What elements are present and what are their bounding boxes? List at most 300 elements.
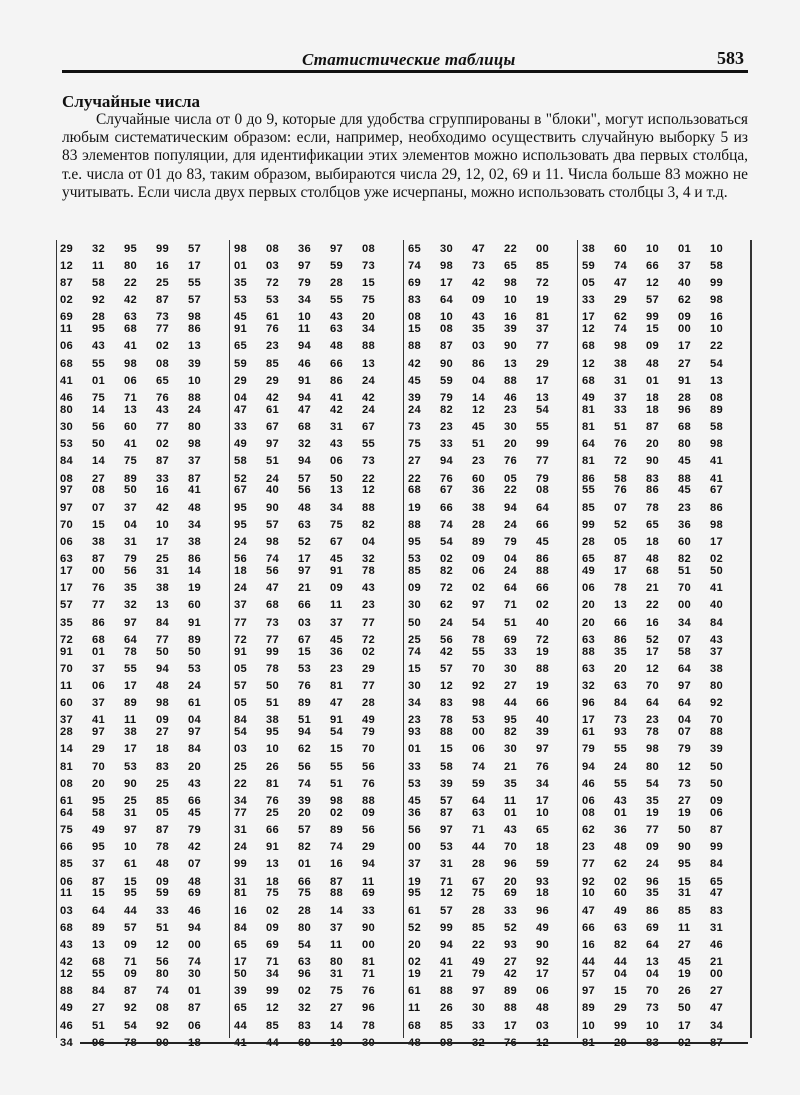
number-cell: 02 — [440, 553, 454, 566]
number-cell: 14 — [330, 904, 344, 917]
number-cell: 90 — [266, 501, 280, 514]
number-cell: 75 — [60, 823, 74, 836]
number-cell: 72 — [234, 633, 248, 646]
number-cell: 76 — [266, 323, 280, 336]
number-cell: 50 — [124, 484, 138, 497]
number-cell: 47 — [582, 904, 596, 917]
number-cell: 55 — [362, 438, 376, 451]
number-cell: 36 — [614, 823, 628, 836]
number-cell: 06 — [124, 374, 138, 387]
number-cell: 23 — [362, 599, 376, 612]
number-row — [582, 274, 742, 291]
number-cell: 51 — [156, 921, 170, 934]
number-cell: 00 — [188, 938, 202, 951]
number-cell: 17 — [188, 259, 202, 272]
number-cell: 08 — [266, 242, 280, 255]
number-cell: 67 — [440, 484, 454, 497]
number-cell: 59 — [330, 259, 344, 272]
number-cell: 09 — [646, 841, 660, 854]
number-cell: 77 — [234, 616, 248, 629]
number-row — [582, 240, 742, 257]
number-cell: 41 — [234, 1036, 248, 1049]
number-cell: 81 — [330, 679, 344, 692]
number-cell: 59 — [234, 357, 248, 370]
number-row — [234, 839, 394, 856]
number-row — [234, 321, 394, 338]
number-cell: 98 — [472, 697, 486, 710]
number-cell: 57 — [234, 679, 248, 692]
number-cell: 29 — [362, 662, 376, 675]
number-cell: 49 — [234, 438, 248, 451]
number-row — [582, 533, 742, 550]
number-cell: 76 — [156, 391, 170, 404]
number-cell: 79 — [124, 553, 138, 566]
number-cell: 72 — [536, 633, 550, 646]
number-block — [408, 562, 568, 650]
number-cell: 90 — [504, 340, 518, 353]
number-cell: 58 — [234, 455, 248, 468]
number-cell: 97 — [678, 679, 692, 692]
number-cell: 46 — [710, 938, 724, 951]
number-cell: 98 — [266, 535, 280, 548]
number-cell: 25 — [156, 276, 170, 289]
number-cell: 71 — [362, 967, 376, 980]
number-cell: 04 — [646, 967, 660, 980]
number-cell: 56 — [92, 420, 106, 433]
number-cell: 63 — [472, 806, 486, 819]
number-cell: 03 — [60, 904, 74, 917]
number-cell: 03 — [266, 259, 280, 272]
number-cell: 56 — [362, 760, 376, 773]
number-cell: 09 — [156, 714, 170, 727]
number-cell: 43 — [330, 438, 344, 451]
number-cell: 19 — [408, 501, 422, 514]
number-row — [582, 418, 742, 435]
number-cell: 69 — [266, 938, 280, 951]
number-cell: 51 — [330, 777, 344, 790]
number-cell: 11 — [60, 679, 73, 692]
number-cell: 73 — [266, 616, 280, 629]
number-cell: 48 — [646, 553, 660, 566]
number-cell: 10 — [124, 841, 138, 854]
number-cell: 19 — [188, 582, 202, 595]
number-cell: 01 — [678, 242, 692, 255]
number-cell: 10 — [582, 887, 596, 900]
number-row — [234, 936, 394, 953]
number-cell: 97 — [60, 501, 74, 514]
number-cell: 24 — [188, 403, 202, 416]
number-cell: 05 — [234, 662, 248, 675]
number-cell: 66 — [440, 501, 454, 514]
number-cell: 17 — [646, 645, 660, 658]
number-cell: 49 — [362, 714, 376, 727]
number-row — [408, 741, 568, 758]
number-cell: 57 — [188, 294, 202, 307]
number-cell: 12 — [646, 662, 660, 675]
number-cell: 06 — [188, 1019, 202, 1032]
number-cell: 80 — [710, 679, 724, 692]
number-cell: 05 — [504, 472, 518, 485]
number-cell: 78 — [440, 714, 454, 727]
number-cell: 37 — [60, 714, 74, 727]
number-cell: 37 — [408, 858, 422, 871]
number-row — [582, 885, 742, 902]
number-cell: 17 — [234, 956, 248, 969]
number-cell: 80 — [156, 967, 170, 980]
number-cell: 46 — [298, 357, 312, 370]
number-cell: 97 — [330, 242, 344, 255]
number-cell: 94 — [298, 455, 312, 468]
number-cell: 89 — [188, 633, 202, 646]
number-cell: 12 — [156, 938, 170, 951]
number-cell: 98 — [156, 697, 170, 710]
number-cell: 55 — [92, 357, 106, 370]
number-row — [234, 372, 394, 389]
number-cell: 68 — [92, 633, 106, 646]
number-cell: 84 — [60, 455, 74, 468]
number-cell: 37 — [92, 697, 106, 710]
number-row — [60, 516, 220, 533]
number-cell: 76 — [298, 679, 312, 692]
number-row — [408, 965, 568, 982]
number-row — [60, 418, 220, 435]
number-cell: 12 — [266, 1002, 280, 1015]
number-row — [60, 643, 220, 660]
number-cell: 03 — [536, 1019, 550, 1032]
number-cell: 60 — [472, 472, 486, 485]
number-cell: 97 — [536, 743, 550, 756]
number-cell: 23 — [408, 714, 422, 727]
number-cell: 56 — [124, 564, 138, 577]
number-cell: 42 — [330, 403, 344, 416]
number-cell: 46 — [188, 904, 202, 917]
number-row — [60, 856, 220, 873]
number-cell: 01 — [298, 858, 312, 871]
number-cell: 91 — [60, 645, 74, 658]
number-cell: 50 — [330, 472, 344, 485]
number-cell: 20 — [646, 438, 660, 451]
number-cell: 95 — [92, 323, 106, 336]
number-cell: 34 — [408, 697, 422, 710]
number-cell: 61 — [408, 904, 422, 917]
number-block — [582, 401, 742, 489]
number-row — [582, 821, 742, 838]
number-cell: 46 — [60, 1019, 74, 1032]
number-cell: 17 — [536, 794, 550, 807]
number-cell: 50 — [710, 564, 724, 577]
number-cell: 22 — [234, 777, 248, 790]
number-cell: 65 — [156, 374, 170, 387]
number-cell: 54 — [472, 616, 486, 629]
number-cell: 10 — [710, 323, 724, 336]
number-cell: 94 — [188, 921, 202, 934]
number-cell: 82 — [362, 518, 376, 531]
number-cell: 39 — [536, 726, 550, 739]
number-cell: 77 — [156, 633, 170, 646]
number-row — [582, 804, 742, 821]
number-cell: 76 — [440, 472, 454, 485]
number-cell: 01 — [92, 374, 106, 387]
number-row — [234, 499, 394, 516]
number-cell: 55 — [124, 662, 138, 675]
number-cell: 95 — [234, 501, 248, 514]
number-cell: 99 — [234, 858, 248, 871]
number-cell: 27 — [408, 455, 422, 468]
footer-rule — [80, 1042, 748, 1044]
number-cell: 90 — [124, 777, 138, 790]
number-cell: 72 — [440, 582, 454, 595]
number-row — [408, 983, 568, 1000]
number-cell: 77 — [536, 340, 550, 353]
number-cell: 33 — [156, 472, 170, 485]
number-cell: 36 — [678, 518, 692, 531]
number-cell: 55 — [536, 420, 550, 433]
number-block — [234, 321, 394, 409]
number-cell: 77 — [362, 679, 376, 692]
number-cell: 11 — [60, 323, 73, 336]
number-cell: 63 — [330, 323, 344, 336]
number-cell: 80 — [60, 403, 74, 416]
number-cell: 87 — [60, 276, 74, 289]
intro-paragraph: Случайные числа от 0 до 9, которые для удобства сгруппированы в "блоки", могут использоваться любым систематическим образом: если, например, необходимо осуществить случайную выборку 5 из 83 элементов популяции, для идентификации этих элементов можно использовать два первых столбца, т.е. числа от 01 до 83, таким образом, выбираются числа 29, 12, 02, 69 и 11. Числа больше 83 можно не учитывать. Если числа двух первых столбцов уже исчерпаны, можно использовать столбцы 3, 4 и т.д. — [62, 111, 748, 201]
number-cell: 34 — [298, 294, 312, 307]
number-block — [582, 724, 742, 812]
number-cell: 70 — [710, 714, 724, 727]
number-cell: 13 — [124, 403, 138, 416]
number-cell: 49 — [92, 823, 106, 836]
number-block — [234, 482, 394, 570]
number-cell: 58 — [440, 760, 454, 773]
number-row — [408, 695, 568, 712]
number-cell: 80 — [678, 438, 692, 451]
number-cell: 89 — [92, 921, 106, 934]
number-cell: 92 — [710, 697, 724, 710]
number-cell: 79 — [440, 391, 454, 404]
number-row — [582, 902, 742, 919]
number-cell: 73 — [646, 1002, 660, 1015]
number-cell: 21 — [710, 956, 724, 969]
number-cell: 96 — [92, 1036, 106, 1049]
number-cell: 53 — [408, 777, 422, 790]
number-cell: 88 — [362, 340, 376, 353]
number-cell: 59 — [156, 887, 170, 900]
number-cell: 62 — [678, 294, 692, 307]
number-cell: 55 — [92, 967, 106, 980]
number-cell: 99 — [440, 921, 454, 934]
number-cell: 58 — [678, 645, 692, 658]
number-cell: 09 — [646, 340, 660, 353]
number-cell: 37 — [678, 259, 692, 272]
number-cell: 75 — [124, 455, 138, 468]
number-cell: 85 — [536, 259, 550, 272]
number-cell: 18 — [646, 391, 660, 404]
number-row — [60, 321, 220, 338]
number-cell: 10 — [440, 311, 454, 324]
number-cell: 54 — [234, 726, 248, 739]
number-row — [408, 240, 568, 257]
number-cell: 43 — [710, 633, 724, 646]
number-cell: 98 — [124, 357, 138, 370]
number-cell: 64 — [582, 438, 596, 451]
number-cell: 44 — [266, 1036, 280, 1049]
number-row — [582, 677, 742, 694]
number-cell: 03 — [234, 743, 248, 756]
number-cell: 20 — [408, 938, 422, 951]
number-row — [60, 292, 220, 309]
number-block — [408, 240, 568, 328]
number-cell: 48 — [330, 340, 344, 353]
number-block — [408, 482, 568, 570]
number-cell: 58 — [92, 806, 106, 819]
number-cell: 68 — [60, 357, 74, 370]
number-cell: 25 — [234, 760, 248, 773]
number-cell: 94 — [582, 760, 596, 773]
number-cell: 56 — [234, 553, 248, 566]
number-cell: 81 — [582, 403, 596, 416]
number-cell: 40 — [536, 616, 550, 629]
number-cell: 87 — [124, 985, 138, 998]
number-cell: 87 — [710, 1036, 724, 1049]
number-row — [60, 902, 220, 919]
number-cell: 38 — [582, 242, 596, 255]
number-cell: 17 — [678, 1019, 692, 1032]
number-cell: 22 — [504, 242, 518, 255]
number-cell: 48 — [188, 875, 202, 888]
number-cell: 78 — [362, 564, 376, 577]
number-cell: 82 — [678, 553, 692, 566]
number-cell: 33 — [504, 904, 518, 917]
number-row — [60, 983, 220, 1000]
number-cell: 12 — [60, 967, 74, 980]
number-cell: 44 — [472, 841, 486, 854]
number-block — [234, 643, 394, 731]
number-cell: 07 — [614, 501, 628, 514]
number-block — [582, 804, 742, 892]
number-cell: 80 — [188, 420, 202, 433]
number-cell: 88 — [330, 887, 344, 900]
number-cell: 68 — [408, 484, 422, 497]
number-row — [582, 695, 742, 712]
number-cell: 65 — [710, 875, 724, 888]
number-cell: 37 — [614, 391, 628, 404]
number-cell: 34 — [188, 518, 202, 531]
number-cell: 34 — [536, 777, 550, 790]
number-cell: 87 — [188, 472, 202, 485]
number-cell: 31 — [234, 875, 248, 888]
number-cell: 02 — [710, 553, 724, 566]
number-row — [582, 758, 742, 775]
number-cell: 39 — [188, 357, 202, 370]
number-cell: 15 — [362, 276, 376, 289]
number-row — [60, 724, 220, 741]
number-cell: 95 — [92, 841, 106, 854]
number-cell: 11 — [124, 714, 137, 727]
number-cell: 78 — [156, 841, 170, 854]
number-cell: 13 — [266, 858, 280, 871]
number-block — [60, 240, 220, 328]
number-row — [408, 1000, 568, 1017]
number-cell: 67 — [266, 420, 280, 433]
number-cell: 29 — [92, 743, 106, 756]
number-row — [408, 372, 568, 389]
number-cell: 56 — [298, 484, 312, 497]
number-cell: 96 — [678, 403, 692, 416]
number-cell: 89 — [124, 472, 138, 485]
number-row — [234, 580, 394, 597]
number-cell: 80 — [646, 760, 660, 773]
number-cell: 15 — [124, 875, 138, 888]
number-cell: 88 — [188, 391, 202, 404]
number-cell: 78 — [266, 662, 280, 675]
number-cell: 32 — [298, 438, 312, 451]
number-cell: 10 — [188, 374, 202, 387]
number-cell: 08 — [362, 242, 376, 255]
number-cell: 34 — [234, 794, 248, 807]
number-cell: 24 — [188, 679, 202, 692]
number-cell: 31 — [710, 921, 724, 934]
number-cell: 43 — [60, 938, 74, 951]
number-cell: 92 — [582, 875, 596, 888]
number-cell: 76 — [266, 794, 280, 807]
number-row — [408, 580, 568, 597]
number-row — [582, 660, 742, 677]
number-row — [408, 453, 568, 470]
running-title: Статистические таблицы — [302, 50, 516, 69]
number-cell: 38 — [188, 535, 202, 548]
number-row — [234, 1000, 394, 1017]
number-cell: 94 — [298, 340, 312, 353]
number-block — [234, 562, 394, 650]
number-cell: 66 — [536, 518, 550, 531]
number-cell: 33 — [408, 760, 422, 773]
number-cell: 97 — [124, 616, 138, 629]
number-cell: 97 — [472, 985, 486, 998]
number-cell: 44 — [504, 697, 518, 710]
number-cell: 86 — [536, 553, 550, 566]
number-cell: 73 — [614, 714, 628, 727]
number-row — [408, 499, 568, 516]
number-cell: 32 — [298, 1002, 312, 1015]
number-cell: 38 — [156, 582, 170, 595]
number-cell: 28 — [92, 311, 106, 324]
number-cell: 82 — [440, 564, 454, 577]
number-row — [408, 401, 568, 418]
number-cell: 02 — [266, 904, 280, 917]
number-cell: 84 — [156, 616, 170, 629]
number-row — [60, 580, 220, 597]
number-cell: 99 — [582, 518, 596, 531]
number-cell: 32 — [124, 599, 138, 612]
number-cell: 44 — [234, 1019, 248, 1032]
number-cell: 30 — [440, 242, 454, 255]
number-cell: 83 — [440, 697, 454, 710]
number-cell: 56 — [440, 633, 454, 646]
number-cell: 72 — [614, 455, 628, 468]
number-cell: 74 — [156, 985, 170, 998]
number-cell: 87 — [156, 823, 170, 836]
number-cell: 26 — [266, 760, 280, 773]
number-row — [408, 902, 568, 919]
number-cell: 85 — [582, 501, 596, 514]
number-cell: 36 — [330, 645, 344, 658]
number-row — [234, 274, 394, 291]
number-cell: 12 — [362, 484, 376, 497]
number-cell: 35 — [472, 323, 486, 336]
number-cell: 07 — [678, 726, 692, 739]
number-cell: 28 — [472, 858, 486, 871]
number-cell: 90 — [646, 455, 660, 468]
number-cell: 04 — [472, 374, 486, 387]
